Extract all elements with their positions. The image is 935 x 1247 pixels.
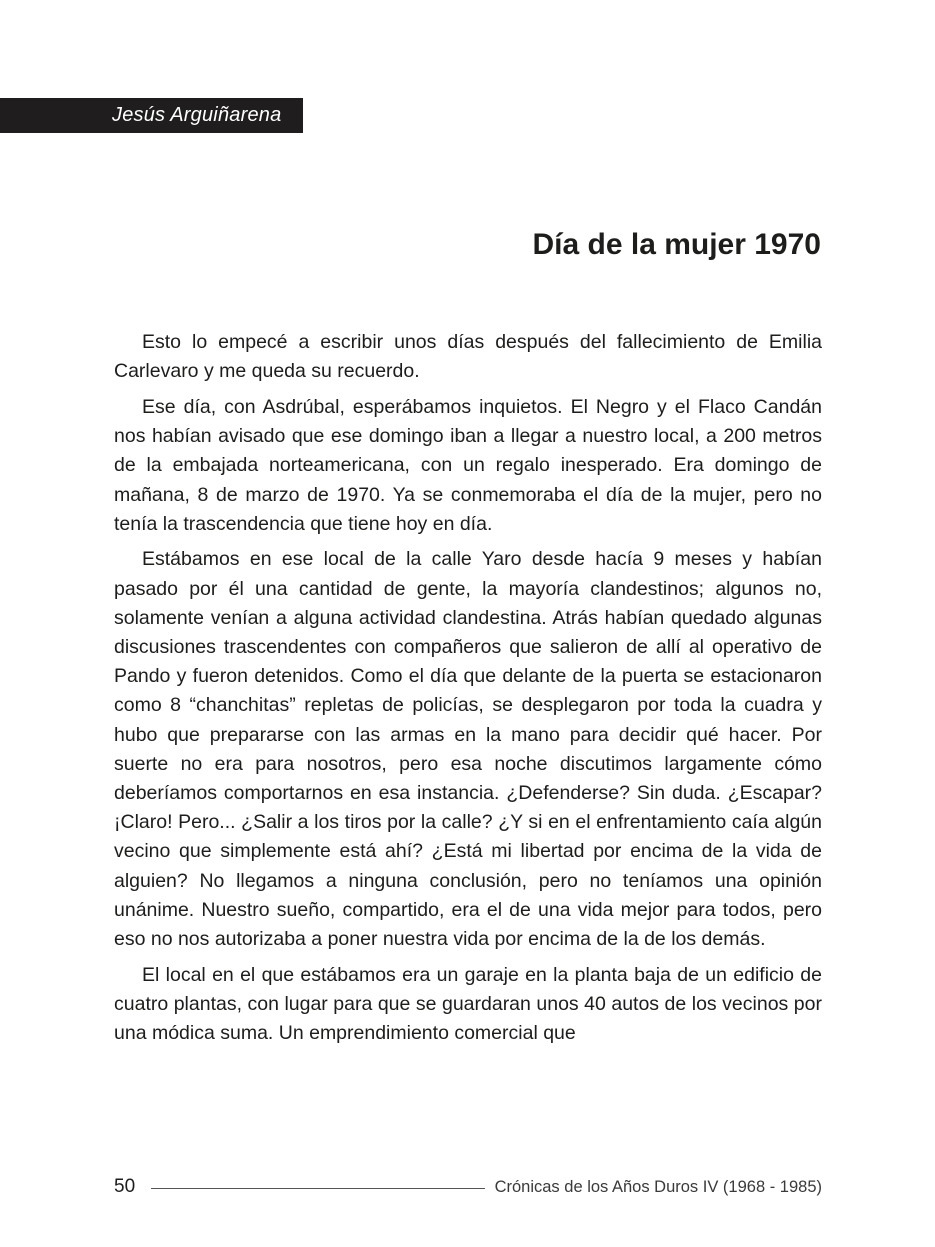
- body-text: [114, 328, 822, 1055]
- chapter-title: Día de la mujer 1970: [532, 228, 821, 261]
- paragraph: Ese día, con Asdrúbal, esperábamos inquietos. El Negro y el Flaco Candán nos habían avisado que ese domingo iban a llegar a nuestro local, a 200 metros de la embajada norteamericana, con un regalo inesperado. Era domingo de mañana, 8 de marzo de 1970. Ya se conmemoraba el día de la mujer, pero no tenía la trascendencia que tiene hoy en día.: [114, 395, 822, 535]
- author-name: Jesús Arguiñarena: [112, 104, 282, 126]
- paragraph: Estábamos en ese local de la calle Yaro desde hacía 9 meses y habían pasado por él una cantidad de gente, la mayoría clandestinos; algunos no, solamente venían a alguna actividad clandestina. Atrás habían quedado algunas discusiones trascendentes con compañeros que salieron de allí al operativo de Pando y fueron detenidos. Como el día que delante de la puerta se estacionaron como 8 “chanchitas” repletas de policías, se desplegaron por toda la cuadra y hubo que prepararse con las armas en la mano para decidir qué hacer. Por suerte no era para nosotros, pero esa noche discutimos largamente cómo deberíamos comportarnos en esa instancia. ¿Defenderse? Sin duda. ¿Escapar? ¡Claro! Pero... ¿Salir a los tiros por la calle? ¿Y si en el enfrentamiento caía algún vecino que simplemente está ahí? ¿Está mi libertad por encima de la vida de alguien? No llegamos a ninguna conclusión, pero no teníamos una opinión unánime. Nuestro sueño, compartido, era el de una vida mejor para todos, pero eso no nos autorizaba a poner nuestra vida por encima de la de los demás.: [114, 548, 822, 951]
- paragraph: Esto lo empecé a escribir unos días después del fallecimiento de Emilia Carlevaro y me queda su recuerdo.: [114, 331, 822, 383]
- author-header-bar: [0, 98, 303, 133]
- page-number: 50: [114, 1176, 136, 1197]
- page-footer: [114, 1172, 822, 1202]
- paragraph: El local en el que estábamos era un garaje en la planta baja de un edificio de cuatro plantas, con lugar para que se guardaran unos 40 autos de los vecinos por una módica suma. Un emprendimiento comercial que: [114, 963, 822, 1045]
- running-title: Crónicas de los Años Duros IV (1968 - 1985): [494, 1177, 822, 1196]
- footer-divider: [151, 1188, 484, 1189]
